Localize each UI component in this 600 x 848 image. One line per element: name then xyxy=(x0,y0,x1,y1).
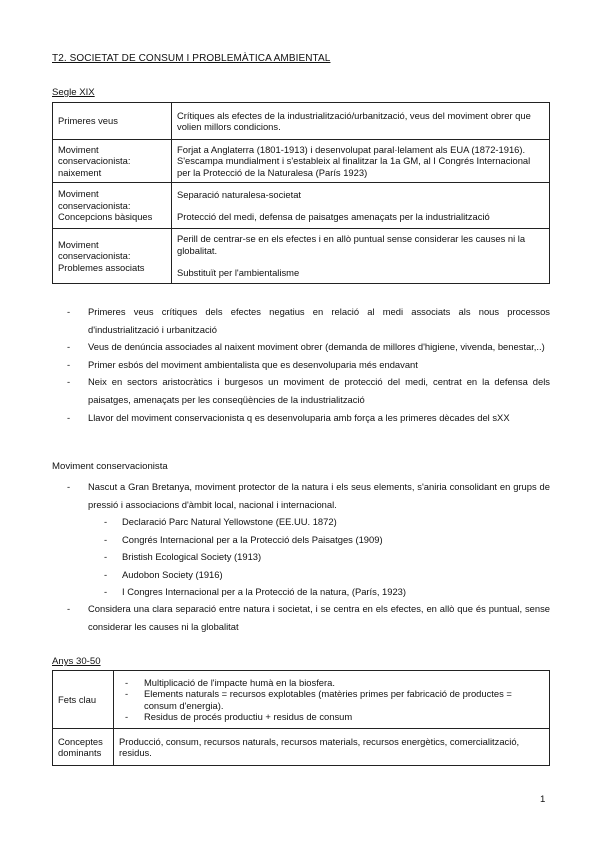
fets-clau-list xyxy=(122,677,544,722)
dash-marker: - xyxy=(104,568,108,580)
moviment-sub-list xyxy=(52,513,550,601)
dash-marker: - xyxy=(125,710,129,722)
list-item-text: Llavor del moviment conservacionista q es desenvoluparia amb força a les primeres dècades del sXX xyxy=(88,411,510,423)
table-row xyxy=(53,729,550,766)
row-label: Moviment conservacionista: naixement xyxy=(53,140,172,183)
row-label: Fets clau xyxy=(53,671,114,729)
dash-marker: - xyxy=(67,376,71,388)
moviment-bullets-2 xyxy=(52,600,550,635)
cell-text: Separació naturalesa-societat xyxy=(177,188,302,200)
dash-marker: - xyxy=(104,586,108,598)
row-content xyxy=(172,183,550,229)
list-item xyxy=(52,303,550,338)
table-row xyxy=(53,229,550,284)
dash-marker: - xyxy=(67,306,71,317)
row-label: Conceptes dominants xyxy=(53,729,114,766)
dash-marker: - xyxy=(104,516,108,527)
section-heading-moviment: Moviment conservacionista xyxy=(52,461,168,472)
list-item xyxy=(122,711,544,722)
list-item xyxy=(52,566,550,584)
list-item-text: I Congres Internacional per a la Protecció de la natura, (París, 1923) xyxy=(122,586,407,598)
dash-marker: - xyxy=(104,551,108,563)
segle-xix-table xyxy=(52,102,550,284)
table-row xyxy=(53,140,550,183)
list-item xyxy=(52,600,550,635)
anys-30-50-table xyxy=(52,670,550,766)
list-item xyxy=(52,531,550,549)
list-item-text: Nascut a Gran Bretanya, moviment protector de la natura i els seus elements, s'aniria consolidant en grups de pressió i associacions d'àmbit local, nacional i internacional. xyxy=(88,481,550,510)
dash-marker: - xyxy=(125,677,129,689)
dash-marker: - xyxy=(125,688,129,700)
row-content xyxy=(114,671,550,729)
table-row xyxy=(53,671,550,729)
row-content xyxy=(172,229,550,284)
row-label: Moviment conservacionista: Problemes associats xyxy=(53,229,172,284)
dash-marker: - xyxy=(67,341,71,353)
list-item xyxy=(122,688,544,710)
row-content xyxy=(172,103,550,140)
dash-marker: - xyxy=(67,603,71,614)
cell-text: Crítiques als efectes de la industrialització/urbanització, veus del moviment obrer que volien millors condicions. xyxy=(177,109,531,132)
list-item-text: Residus de procés productiu + residus de consum xyxy=(144,710,353,722)
table-row xyxy=(53,183,550,229)
list-item-text: Considera una clara separació entre natura i societat, i se centra en els efectes, en allò que és puntual, sense considerar les causes ni la globalitat xyxy=(88,603,550,632)
list-item-text: Veus de denúncia associades al naixent moviment obrer (demanda de millores d'higiene, vivenda, benestar,..) xyxy=(88,341,545,353)
section-heading-anys-30-50: Anys 30-50 xyxy=(52,656,101,667)
row-label: Moviment conservacionista: Concepcions bàsiques xyxy=(53,183,172,229)
cell-text: Forjat a Anglaterra (1801-1913) i desenvolupat paral·lelament als EUA (1872-1916). S'escampa mundialment i s'estableix al finalitzar la 1a GM, al I Congrés Internacional per la Protecció de la Naturalesa (París 1923) xyxy=(177,143,531,178)
document-title: T2. SOCIETAT DE CONSUM I PROBLEMÀTICA AMBIENTAL xyxy=(52,53,331,64)
list-item-text: Congrés Internacional per a la Protecció dels Paisatges (1909) xyxy=(122,533,383,545)
list-item xyxy=(52,409,550,427)
cell-text: Perill de centrar-se en els efectes i en allò puntual sense considerar les causes ni la globalitat. xyxy=(177,233,526,256)
list-item xyxy=(122,677,544,688)
dash-marker: - xyxy=(104,533,108,545)
list-item-text: Multiplicació de l'impacte humà en la biosfera. xyxy=(144,677,335,689)
moviment-bullets xyxy=(52,478,550,513)
row-content xyxy=(172,140,550,183)
list-item xyxy=(52,373,550,408)
row-content: Producció, consum, recursos naturals, recursos materials, recursos energètics, comercialització, residus. xyxy=(114,729,550,766)
list-item-text: Primer esbós del moviment ambientalista que es desenvoluparia més endavant xyxy=(88,358,418,370)
section-heading-segle-xix: Segle XIX xyxy=(52,87,95,98)
list-item-text: Primeres veus crítiques dels efectes negatius en relació al medi associats als nous processos d'industrialització i urbanització xyxy=(88,306,550,335)
row-label: Primeres veus xyxy=(53,103,172,140)
list-item-text: Bristish Ecological Society (1913) xyxy=(122,551,262,563)
list-item xyxy=(52,513,550,531)
page-number: 1 xyxy=(540,794,546,805)
list-item-text: Elements naturals = recursos explotables (matèries primes per fabricació de productes = consum d'energia). xyxy=(144,688,512,711)
table-row xyxy=(53,103,550,140)
list-item xyxy=(52,548,550,566)
segle-xix-bullets xyxy=(52,303,550,426)
cell-text: Substituït per l'ambientalisme xyxy=(177,267,300,279)
list-item xyxy=(52,356,550,374)
list-item-text: Neix en sectors aristocràtics i burgesos un moviment de protecció del medi, centrat en la defensa dels paisatges, amenaçats per les conseqüències de la industrialització xyxy=(88,376,550,405)
list-item-text: Audobon Society (1916) xyxy=(122,568,223,580)
dash-marker: - xyxy=(67,481,71,492)
dash-marker: - xyxy=(67,411,71,423)
list-item xyxy=(52,338,550,356)
list-item xyxy=(52,478,550,513)
list-item xyxy=(52,583,550,601)
dash-marker: - xyxy=(67,358,71,370)
cell-text: Protecció del medi, defensa de paisatges amenaçats per la industrialització xyxy=(177,211,490,222)
list-item-text: Declaració Parc Natural Yellowstone (EE.UU. 1872) xyxy=(122,516,337,527)
